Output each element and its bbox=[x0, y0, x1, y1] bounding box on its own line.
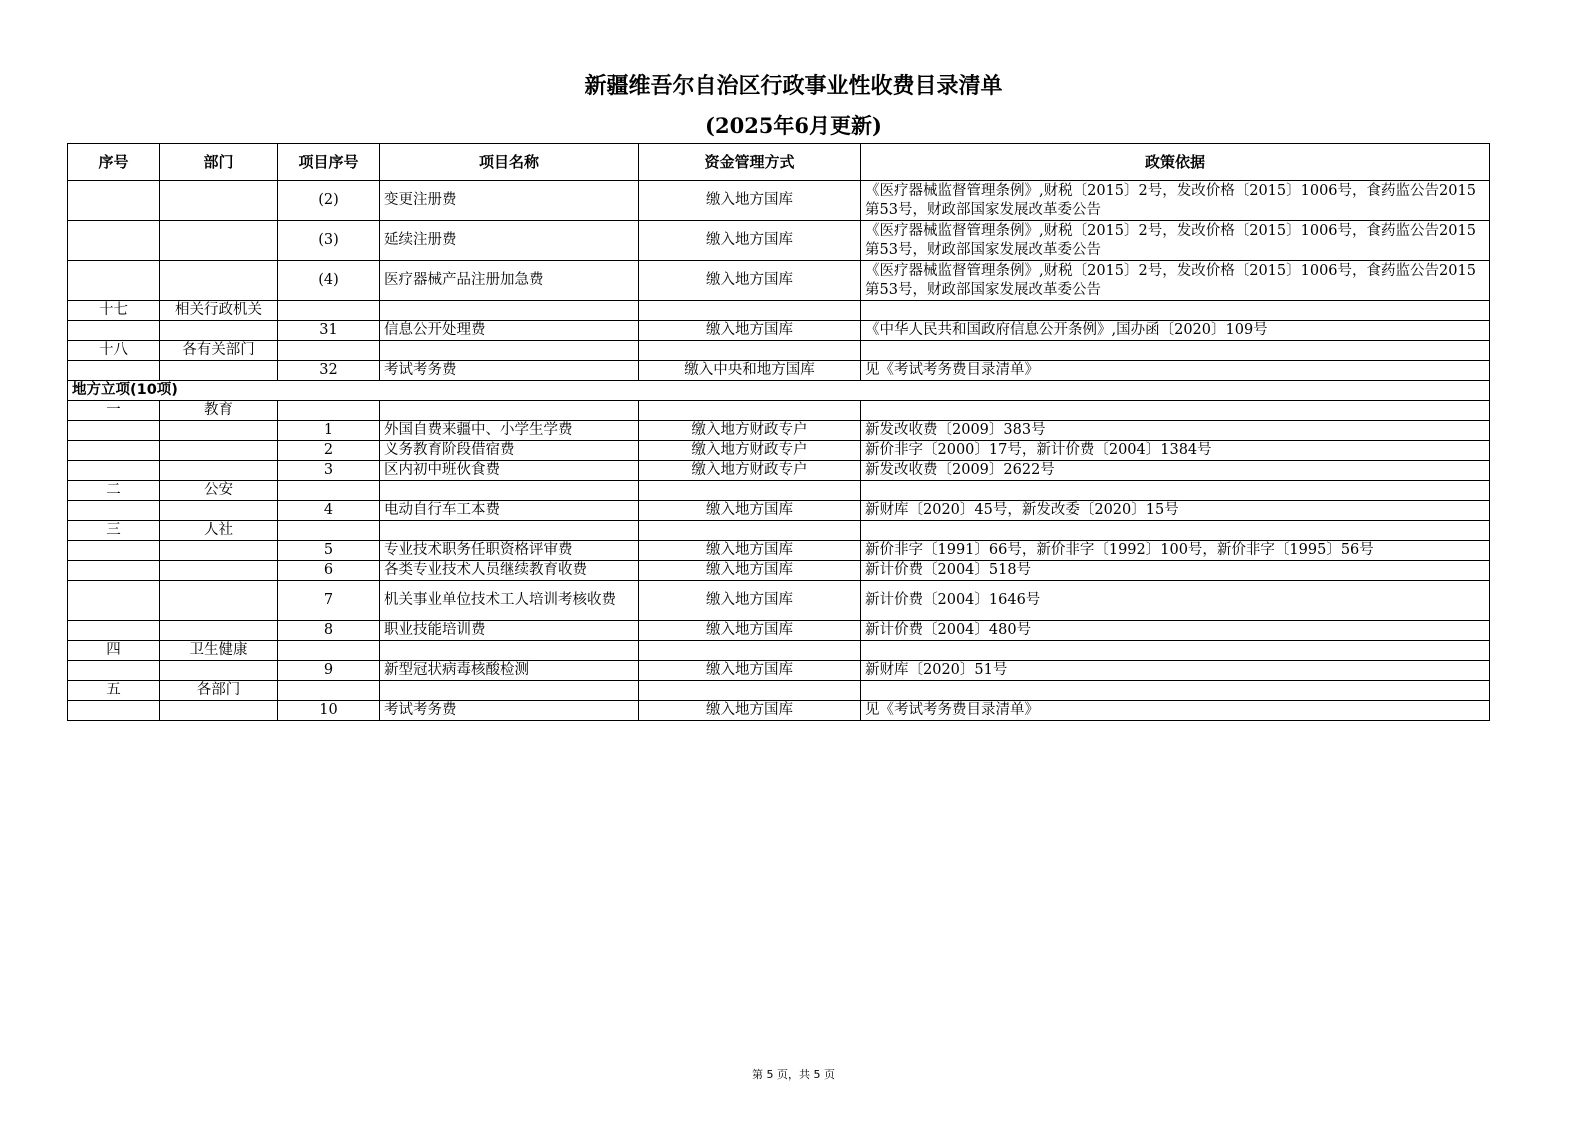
table-row bbox=[68, 321, 1490, 341]
cell-seq bbox=[68, 421, 160, 441]
cell-dept bbox=[160, 701, 278, 721]
cell-fund-management: 缴入地方财政专户 bbox=[639, 461, 861, 481]
cell-item-no: 7 bbox=[278, 581, 380, 621]
cell-policy-basis: 《医疗器械监督管理条例》,财税〔2015〕2号，发改价格〔2015〕1006号，食药监公告2015第53号，财政部国家发展改革委公告 bbox=[861, 221, 1490, 261]
header-policy-basis: 政策依据 bbox=[861, 144, 1490, 181]
cell-dept bbox=[160, 261, 278, 301]
cell-dept: 教育 bbox=[160, 401, 278, 421]
cell-fund-management: 缴入地方财政专户 bbox=[639, 441, 861, 461]
cell-policy-basis bbox=[861, 641, 1490, 661]
cell-item-no: 4 bbox=[278, 501, 380, 521]
cell-seq bbox=[68, 561, 160, 581]
cell-item-no: (4) bbox=[278, 261, 380, 301]
cell-dept bbox=[160, 181, 278, 221]
cell-dept bbox=[160, 581, 278, 621]
cell-item-name: 机关事业单位技术工人培训考核收费 bbox=[380, 581, 639, 621]
cell-policy-basis: 新财库〔2020〕45号，新发改委〔2020〕15号 bbox=[861, 501, 1490, 521]
cell-policy-basis: 新计价费〔2004〕480号 bbox=[861, 621, 1490, 641]
cell-item-name: 电动自行车工本费 bbox=[380, 501, 639, 521]
cell-dept: 各有关部门 bbox=[160, 341, 278, 361]
cell-item-no: (2) bbox=[278, 181, 380, 221]
cell-seq bbox=[68, 321, 160, 341]
cell-item-no: 6 bbox=[278, 561, 380, 581]
fee-catalog-table bbox=[67, 143, 1490, 721]
section-row bbox=[68, 381, 1490, 401]
cell-policy-basis: 新发改收费〔2009〕383号 bbox=[861, 421, 1490, 441]
cell-fund-management bbox=[639, 481, 861, 501]
cell-item-no: 5 bbox=[278, 541, 380, 561]
cell-fund-management bbox=[639, 681, 861, 701]
cell-item-no bbox=[278, 521, 380, 541]
table-row bbox=[68, 421, 1490, 441]
cell-seq: 二 bbox=[68, 481, 160, 501]
cell-policy-basis: 《医疗器械监督管理条例》,财税〔2015〕2号，发改价格〔2015〕1006号，食药监公告2015第53号，财政部国家发展改革委公告 bbox=[861, 181, 1490, 221]
cell-policy-basis bbox=[861, 401, 1490, 421]
table-row bbox=[68, 261, 1490, 301]
cell-policy-basis: 见《考试考务费目录清单》 bbox=[861, 361, 1490, 381]
cell-item-name bbox=[380, 401, 639, 421]
table-row bbox=[68, 521, 1490, 541]
cell-fund-management: 缴入地方国库 bbox=[639, 661, 861, 681]
cell-seq: 四 bbox=[68, 641, 160, 661]
cell-item-no bbox=[278, 641, 380, 661]
table-row bbox=[68, 461, 1490, 481]
cell-fund-management: 缴入中央和地方国库 bbox=[639, 361, 861, 381]
cell-fund-management: 缴入地方国库 bbox=[639, 561, 861, 581]
cell-dept bbox=[160, 621, 278, 641]
cell-seq: 一 bbox=[68, 401, 160, 421]
cell-item-name: 医疗器械产品注册加急费 bbox=[380, 261, 639, 301]
cell-item-no: 10 bbox=[278, 701, 380, 721]
page-footer: 第 5 页，共 5 页 bbox=[752, 1068, 835, 1081]
cell-item-name bbox=[380, 301, 639, 321]
cell-policy-basis bbox=[861, 521, 1490, 541]
cell-item-no bbox=[278, 681, 380, 701]
cell-fund-management: 缴入地方国库 bbox=[639, 501, 861, 521]
cell-fund-management: 缴入地方国库 bbox=[639, 581, 861, 621]
table-row bbox=[68, 181, 1490, 221]
cell-item-name: 义务教育阶段借宿费 bbox=[380, 441, 639, 461]
cell-item-no bbox=[278, 301, 380, 321]
cell-fund-management bbox=[639, 341, 861, 361]
cell-dept: 各部门 bbox=[160, 681, 278, 701]
table-row bbox=[68, 661, 1490, 681]
cell-seq bbox=[68, 221, 160, 261]
cell-item-name: 各类专业技术人员继续教育收费 bbox=[380, 561, 639, 581]
header-seq: 序号 bbox=[68, 144, 160, 181]
table-row bbox=[68, 581, 1490, 621]
cell-policy-basis: 新价非字〔1991〕66号，新价非字〔1992〕100号，新价非字〔1995〕56号 bbox=[861, 541, 1490, 561]
cell-dept bbox=[160, 421, 278, 441]
cell-fund-management: 缴入地方国库 bbox=[639, 321, 861, 341]
cell-seq bbox=[68, 261, 160, 301]
cell-fund-management: 缴入地方国库 bbox=[639, 701, 861, 721]
cell-dept bbox=[160, 321, 278, 341]
cell-item-name: 信息公开处理费 bbox=[380, 321, 639, 341]
table-row bbox=[68, 441, 1490, 461]
cell-item-no bbox=[278, 401, 380, 421]
cell-policy-basis: 新计价费〔2004〕518号 bbox=[861, 561, 1490, 581]
cell-fund-management bbox=[639, 301, 861, 321]
cell-item-no: 32 bbox=[278, 361, 380, 381]
table-row bbox=[68, 541, 1490, 561]
cell-seq: 三 bbox=[68, 521, 160, 541]
cell-item-name bbox=[380, 481, 639, 501]
table-header-row bbox=[68, 144, 1490, 181]
cell-dept: 人社 bbox=[160, 521, 278, 541]
cell-item-name bbox=[380, 681, 639, 701]
cell-dept bbox=[160, 541, 278, 561]
cell-seq bbox=[68, 461, 160, 481]
cell-item-no: 3 bbox=[278, 461, 380, 481]
cell-fund-management: 缴入地方国库 bbox=[639, 261, 861, 301]
cell-seq bbox=[68, 581, 160, 621]
section-label: 地方立项(10项) bbox=[68, 381, 1490, 401]
cell-item-name: 职业技能培训费 bbox=[380, 621, 639, 641]
cell-item-name: 延续注册费 bbox=[380, 221, 639, 261]
cell-seq bbox=[68, 701, 160, 721]
cell-item-no: (3) bbox=[278, 221, 380, 261]
cell-seq: 五 bbox=[68, 681, 160, 701]
cell-dept: 相关行政机关 bbox=[160, 301, 278, 321]
cell-item-no bbox=[278, 341, 380, 361]
cell-item-name bbox=[380, 521, 639, 541]
cell-item-name bbox=[380, 341, 639, 361]
cell-seq: 十七 bbox=[68, 301, 160, 321]
header-item-no: 项目序号 bbox=[278, 144, 380, 181]
cell-item-no bbox=[278, 481, 380, 501]
cell-policy-basis: 见《考试考务费目录清单》 bbox=[861, 701, 1490, 721]
cell-dept bbox=[160, 221, 278, 261]
cell-dept bbox=[160, 361, 278, 381]
cell-policy-basis bbox=[861, 681, 1490, 701]
document-subtitle: (2025年6月更新) bbox=[705, 113, 882, 138]
cell-policy-basis: 新发改收费〔2009〕2622号 bbox=[861, 461, 1490, 481]
document-title: 新疆维吾尔自治区行政事业性收费目录清单 bbox=[584, 73, 1003, 99]
cell-seq bbox=[68, 181, 160, 221]
table-row bbox=[68, 501, 1490, 521]
table-row bbox=[68, 361, 1490, 381]
cell-policy-basis bbox=[861, 341, 1490, 361]
cell-fund-management: 缴入地方国库 bbox=[639, 181, 861, 221]
table-row bbox=[68, 341, 1490, 361]
cell-policy-basis: 《中华人民共和国政府信息公开条例》,国办函〔2020〕109号 bbox=[861, 321, 1490, 341]
table-row bbox=[68, 701, 1490, 721]
table-row bbox=[68, 641, 1490, 661]
cell-fund-management: 缴入地方国库 bbox=[639, 621, 861, 641]
cell-item-no: 9 bbox=[278, 661, 380, 681]
cell-fund-management bbox=[639, 401, 861, 421]
cell-dept bbox=[160, 501, 278, 521]
table-row bbox=[68, 221, 1490, 261]
cell-item-name: 区内初中班伙食费 bbox=[380, 461, 639, 481]
cell-fund-management: 缴入地方国库 bbox=[639, 541, 861, 561]
header-fund-management: 资金管理方式 bbox=[639, 144, 861, 181]
table-row bbox=[68, 401, 1490, 421]
cell-seq bbox=[68, 661, 160, 681]
cell-policy-basis bbox=[861, 301, 1490, 321]
cell-dept bbox=[160, 661, 278, 681]
table-body bbox=[68, 181, 1490, 721]
cell-item-name: 专业技术职务任职资格评审费 bbox=[380, 541, 639, 561]
cell-item-name: 外国自费来疆中、小学生学费 bbox=[380, 421, 639, 441]
cell-seq bbox=[68, 621, 160, 641]
cell-seq bbox=[68, 501, 160, 521]
table-row bbox=[68, 561, 1490, 581]
cell-fund-management bbox=[639, 521, 861, 541]
header-item-name: 项目名称 bbox=[380, 144, 639, 181]
cell-item-no: 1 bbox=[278, 421, 380, 441]
cell-dept bbox=[160, 561, 278, 581]
cell-seq bbox=[68, 541, 160, 561]
cell-item-name: 考试考务费 bbox=[380, 701, 639, 721]
cell-item-name bbox=[380, 641, 639, 661]
header-dept: 部门 bbox=[160, 144, 278, 181]
cell-seq bbox=[68, 441, 160, 461]
cell-policy-basis: 《医疗器械监督管理条例》,财税〔2015〕2号，发改价格〔2015〕1006号，食药监公告2015第53号，财政部国家发展改革委公告 bbox=[861, 261, 1490, 301]
table-row bbox=[68, 481, 1490, 501]
cell-fund-management bbox=[639, 641, 861, 661]
cell-seq bbox=[68, 361, 160, 381]
cell-dept bbox=[160, 461, 278, 481]
cell-fund-management: 缴入地方国库 bbox=[639, 221, 861, 261]
cell-policy-basis: 新财库〔2020〕51号 bbox=[861, 661, 1490, 681]
table-row bbox=[68, 301, 1490, 321]
table-row bbox=[68, 621, 1490, 641]
cell-policy-basis: 新计价费〔2004〕1646号 bbox=[861, 581, 1490, 621]
cell-item-no: 31 bbox=[278, 321, 380, 341]
cell-item-no: 8 bbox=[278, 621, 380, 641]
table-row bbox=[68, 681, 1490, 701]
cell-item-no: 2 bbox=[278, 441, 380, 461]
cell-dept: 公安 bbox=[160, 481, 278, 501]
cell-policy-basis bbox=[861, 481, 1490, 501]
cell-item-name: 新型冠状病毒核酸检测 bbox=[380, 661, 639, 681]
cell-fund-management: 缴入地方财政专户 bbox=[639, 421, 861, 441]
cell-dept bbox=[160, 441, 278, 461]
cell-item-name: 考试考务费 bbox=[380, 361, 639, 381]
cell-item-name: 变更注册费 bbox=[380, 181, 639, 221]
cell-dept: 卫生健康 bbox=[160, 641, 278, 661]
cell-seq: 十八 bbox=[68, 341, 160, 361]
cell-policy-basis: 新价非字〔2000〕17号，新计价费〔2004〕1384号 bbox=[861, 441, 1490, 461]
